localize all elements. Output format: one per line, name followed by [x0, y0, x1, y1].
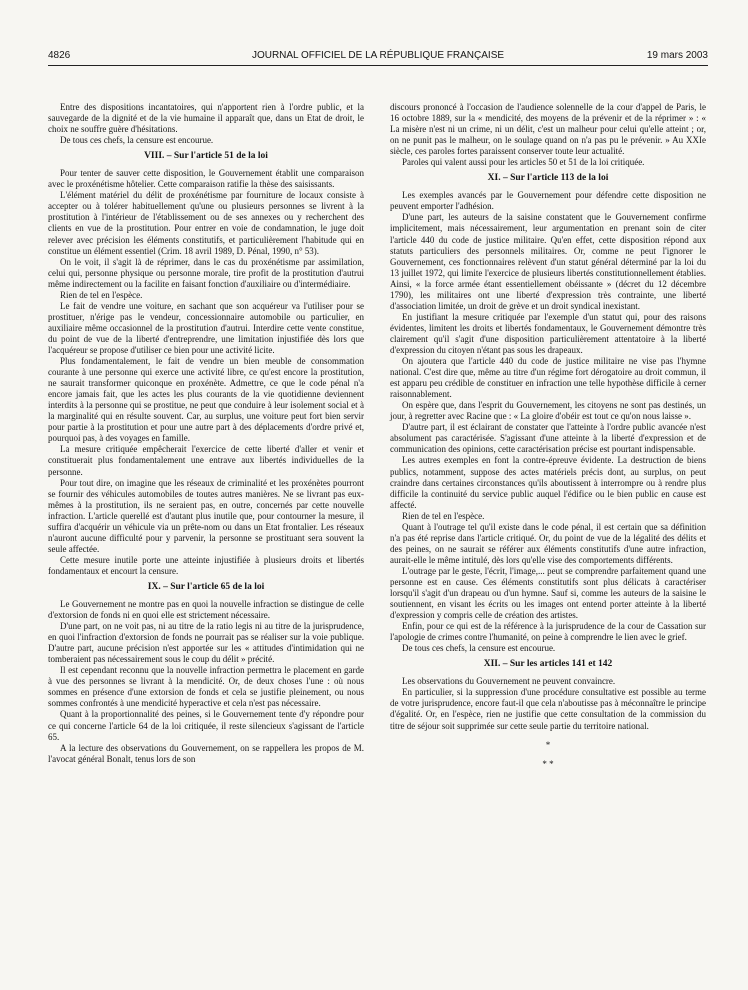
paragraph: Pour tout dire, on imagine que les réseaux de criminalité et les proxénètes pourront se fournir des véhicules automobiles de toutes autres manières. Ne se livrant pas eux-mêmes à la prostitution, ils ne seraient pas, en outre, concernés par cette nouvelle infraction. L'article querellé est d'autant plus inutile que, pour contourner la mesure, il suffira d'acquérir un véhicule via un prête-nom ou dans un Etat frontalier. Les réseaux n'auront aucune difficulté pour y parvenir, la personne se prostituant sera souvent la seule affectée.: [48, 477, 364, 554]
paragraph: A la lecture des observations du Gouvernement, on se rappellera les propos de M. l'avocat général Bonalt, tenus lors de son: [48, 742, 364, 764]
paragraph: On ajoutera que l'article 440 du code de justice militaire ne vise pas l'hymne national. C'est dire que, même au titre d'un régime fort dérogatoire au droit commun, il est apparu peu crédible de constituer en infraction une telle hypothèse difficile à cerner raisonnablement.: [390, 356, 706, 400]
paragraph: L'outrage par le geste, l'écrit, l'image,... peut se comprendre parfaitement quand une personne est en cause. Ces éléments constitutifs sont plus délicats à caractériser lorsqu'il s'agit d'un drapeau ou d'un hymne. Sauf si, comme les auteurs de la saisine le soutiennent, en visant les écrits ou les images ont entend porter atteinte à la liberté d'expression y compris celle de création des artistes.: [390, 565, 706, 621]
journal-title: JOURNAL OFFICIEL DE LA RÉPUBLIQUE FRANÇAISE: [251, 50, 505, 61]
page-number: 4826: [48, 50, 71, 61]
paragraph: D'autre part, il est éclairant de constater que l'atteinte à l'ordre public avancée n'est absolument pas caractérisée. S'agissant d'une atteinte à la liberté d'expression et de communication des opinions, cette caractérisation précise est pourtant indispensable.: [390, 422, 706, 455]
paragraph: D'une part, on ne voit pas, ni au titre de la ratio legis ni au titre de la jurisprudence, en quoi l'infraction d'extorsion de fonds ne pourrait pas se réaliser sur la voie publique. D'autre part, aucune précision n'est apportée sur les « attitudes d'intimidation qui ne tomberaient pas nécessairement sous le coup du délit » précité.: [48, 621, 364, 665]
header-rule: [48, 65, 708, 66]
paragraph: Le fait de vendre une voiture, en sachant que son acquéreur va l'utiliser pour se prostituer, n'érige pas le vendeur, concessionnaire automobile ou particulier, en auxiliaire même occasionnel de la prostitution d'autrui. Interdire cette vente constitue, du point de vue de la liberté d'entreprendre, une limitation injustifiée dès lors que l'acquéreur se propose d'utiliser ce bien pour une activité licite.: [48, 300, 364, 355]
paragraph: Rien de tel en l'espèce.: [60, 289, 143, 300]
text-columns: [48, 102, 706, 770]
paragraph: Entre des dispositions incantatoires, qui n'apportent rien à l'ordre public, et la sauvegarde de la dignité et de la vie humaine il apparaît que, dans un Etat de droit, le choix ne souffre guère d'hésitations.: [48, 102, 364, 135]
paragraph: On espère que, dans l'esprit du Gouvernement, les citoyens ne sont pas destinés, un jour, à regretter avec Racine que : « La gloire d'obéir est tout ce qu'on nous laisse ».: [390, 400, 706, 422]
ornament-stars: * *: [542, 758, 554, 769]
left-column: [48, 102, 364, 770]
page-header: [48, 50, 708, 61]
paragraph: Il est cependant reconnu que la nouvelle infraction permettra le placement en garde à vue des personnes se livrant à la mendicité. Or, de deux choses l'une : où nous sommes en présence d'une extorsion de fonds et cela se justifie pleinement, ou nous sommes confrontés à une mendicité hyperactive et cela n'est pas nécessaire.: [48, 665, 364, 709]
paragraph: Rien de tel en l'espèce.: [402, 510, 485, 521]
paragraph: De tous ces chefs, la censure est encourue.: [60, 135, 214, 146]
paragraph: Plus fondamentalement, le fait de vendre un bien meuble de consommation courante à une personne qui exerce une activité libre, ce qu'est encore la prostitution, ne saurait transformer quiconque en proxénète. Admettre, ce que le code pénal n'a encore jamais fait, que les actes les plus courants de la vie quotidienne deviennent interdits à la personne qui se prostitue, ne peut que conduire à leur isolement social et à la marginalité qui en résulte souvent. Car, au surplus, une voiture peut fort bien servir pour partie à la prostitution et pour une autre part à des déplacements d'ordre privé et, pourquoi pas, à des voyages en famille.: [48, 356, 364, 444]
paragraph: La mesure critiquée empêcherait l'exercice de cette liberté d'aller et venir et constituerait plus fondamentalement une entrave aux libertés individuelles de la personne.: [48, 444, 364, 477]
ornament-star: *: [545, 739, 551, 750]
paragraph: Le Gouvernement ne montre pas en quoi la nouvelle infraction se distingue de celle d'extorsion de fonds ni en quoi elle est strictement nécessaire.: [48, 599, 364, 621]
issue-date: 19 mars 2003: [646, 50, 708, 61]
section-heading: VIII. – Sur l'article 51 de la loi: [144, 151, 268, 162]
paragraph: Les exemples avancés par le Gouvernement pour défendre cette disposition ne peuvent emporter l'adhésion.: [390, 190, 706, 212]
paragraph: En particulier, si la suppression d'une procédure consultative est possible au terme de votre jurisprudence, encore faut-il que cela n'aboutisse pas à méconnaître le principe d'égalité. Or, en l'espèce, rien ne justifie que cette consultation de la commission du titre de séjour soit supprimée sur cette seule partie du territoire national.: [390, 687, 706, 731]
paragraph: De tous ces chefs, la censure est encourue.: [402, 643, 556, 654]
right-column: [390, 102, 706, 770]
paragraph: Les observations du Gouvernement ne peuvent convaincre.: [402, 676, 616, 687]
paragraph: discours prononcé à l'occasion de l'audience solennelle de la cour d'appel de Paris, le 16 octobre 1889, sur la « mendicité, des moyens de la prévenir et de la réprimer » : « La misère n'est ni un crime, ni un délit, c'est un malheur pour celui qu'elle atteint ; or, on ne punit pas le malheur, on le soulage quand on n'a pas pu le prévenir. » Au XXIe siècle, ces paroles fortes paraissent conserver toute leur actualité.: [390, 102, 706, 157]
paragraph: L'élément matériel du délit de proxénétisme par fourniture de locaux consiste à accepter ou à tolérer habituellement qu'une ou plusieurs personnes se livrent à la prostitution à l'intérieur de l'établissement ou de ses annexes ou y recherchent des clients en vue de la prostitution. Pour entrer en voie de condamnation, le juge doit relever avec précision les éléments constitutifs, et particulièrement l'habitude qui en constitue un élément essentiel (Crim. 18 avril 1989, D. Pénal, 1990, n° 53).: [48, 190, 364, 256]
paragraph: D'une part, les auteurs de la saisine constatent que le Gouvernement confirme implicitement, mais nécessairement, leur argumentation en prenant soin de citer l'article 440 du code de justice militaire. Qu'en effet, cette disposition répond aux statuts particuliers des personnels militaires. Or, comme ne peut l'ignorer le Gouvernement, ces fonctionnaires relèvent d'un statut général déterminé par la loi du 13 juillet 1972, qui limite l'exercice de plusieurs libertés constitutionnellement établies. Ainsi, « la force armée étant essentiellement obéissante » (décret du 12 décembre 1790), les militaires ont une liberté d'expression très contrainte, une liberté d'association limitée, un droit de grève et un droit syndical inexistant.: [390, 212, 706, 311]
paragraph: Pour tenter de sauver cette disposition, le Gouvernement établit une comparaison avec le proxénétisme hôtelier. Cette comparaison ratifie la thèse des saisissants.: [48, 168, 364, 190]
paragraph: Quant à la proportionnalité des peines, si le Gouvernement tente d'y répondre pour ce qui concerne l'article 64 de la loi critiquée, il reste silencieux s'agissant de l'article 65.: [48, 709, 364, 742]
section-heading: XI. – Sur l'article 113 de la loi: [487, 173, 609, 184]
paragraph: Enfin, pour ce qui est de la référence à la jurisprudence de la cour de Cassation sur l'apologie de crimes contre l'humanité, on peine à comprendre le lien avec le grief.: [390, 621, 706, 643]
paragraph: Cette mesure inutile porte une atteinte injustifiée à plusieurs droits et libertés fondamentaux et encourt la censure.: [48, 554, 364, 576]
paragraph: Paroles qui valent aussi pour les articles 50 et 51 de la loi critiquée.: [402, 157, 645, 168]
paragraph: En justifiant la mesure critiquée par l'exemple d'un statut qui, pour des raisons évidentes, limitent les droits et libertés fondamentaux, le Gouvernement démontre très clairement qu'il s'agit d'une disposition particulièrement attentatoire à la liberté d'expression du citoyen n'étant pas sous les drapeaux.: [390, 311, 706, 355]
paragraph: Quant à l'outrage tel qu'il existe dans le code pénal, il est certain que sa définition n'a pas été reprise dans l'article critiqué. Or, du point de vue de la légalité des délits et des peines, on ne saurait se référer aux éléments constitutifs d'une autre infraction, aurait-elle le même intitulé, dès lors qu'elle vise des comportements différents.: [390, 521, 706, 565]
section-heading: IX. – Sur l'article 65 de la loi: [147, 581, 265, 592]
section-heading: XII. – Sur les articles 141 et 142: [483, 659, 613, 670]
paragraph: On le voit, il s'agit là de réprimer, dans le cas du proxénétisme par assimilation, celui qui, personne physique ou personne morale, tire profit de la prostitution d'autrui même indirectement ou la facilite en faisant fonction d'auxiliaire ou d'intermédiaire.: [48, 256, 364, 289]
right-column-body: [390, 102, 706, 732]
paragraph: Les autres exemples en font la contre-épreuve évidente. La destruction de biens publics, notamment, suppose des actes matériels précis dont, au surplus, on peut craindre dans certaines circonstances qu'ils aboutissent à interrompre ou à rendre plus difficile la continuité du service public auquel l'édifice ou le bien public en cause est affecté.: [390, 455, 706, 510]
